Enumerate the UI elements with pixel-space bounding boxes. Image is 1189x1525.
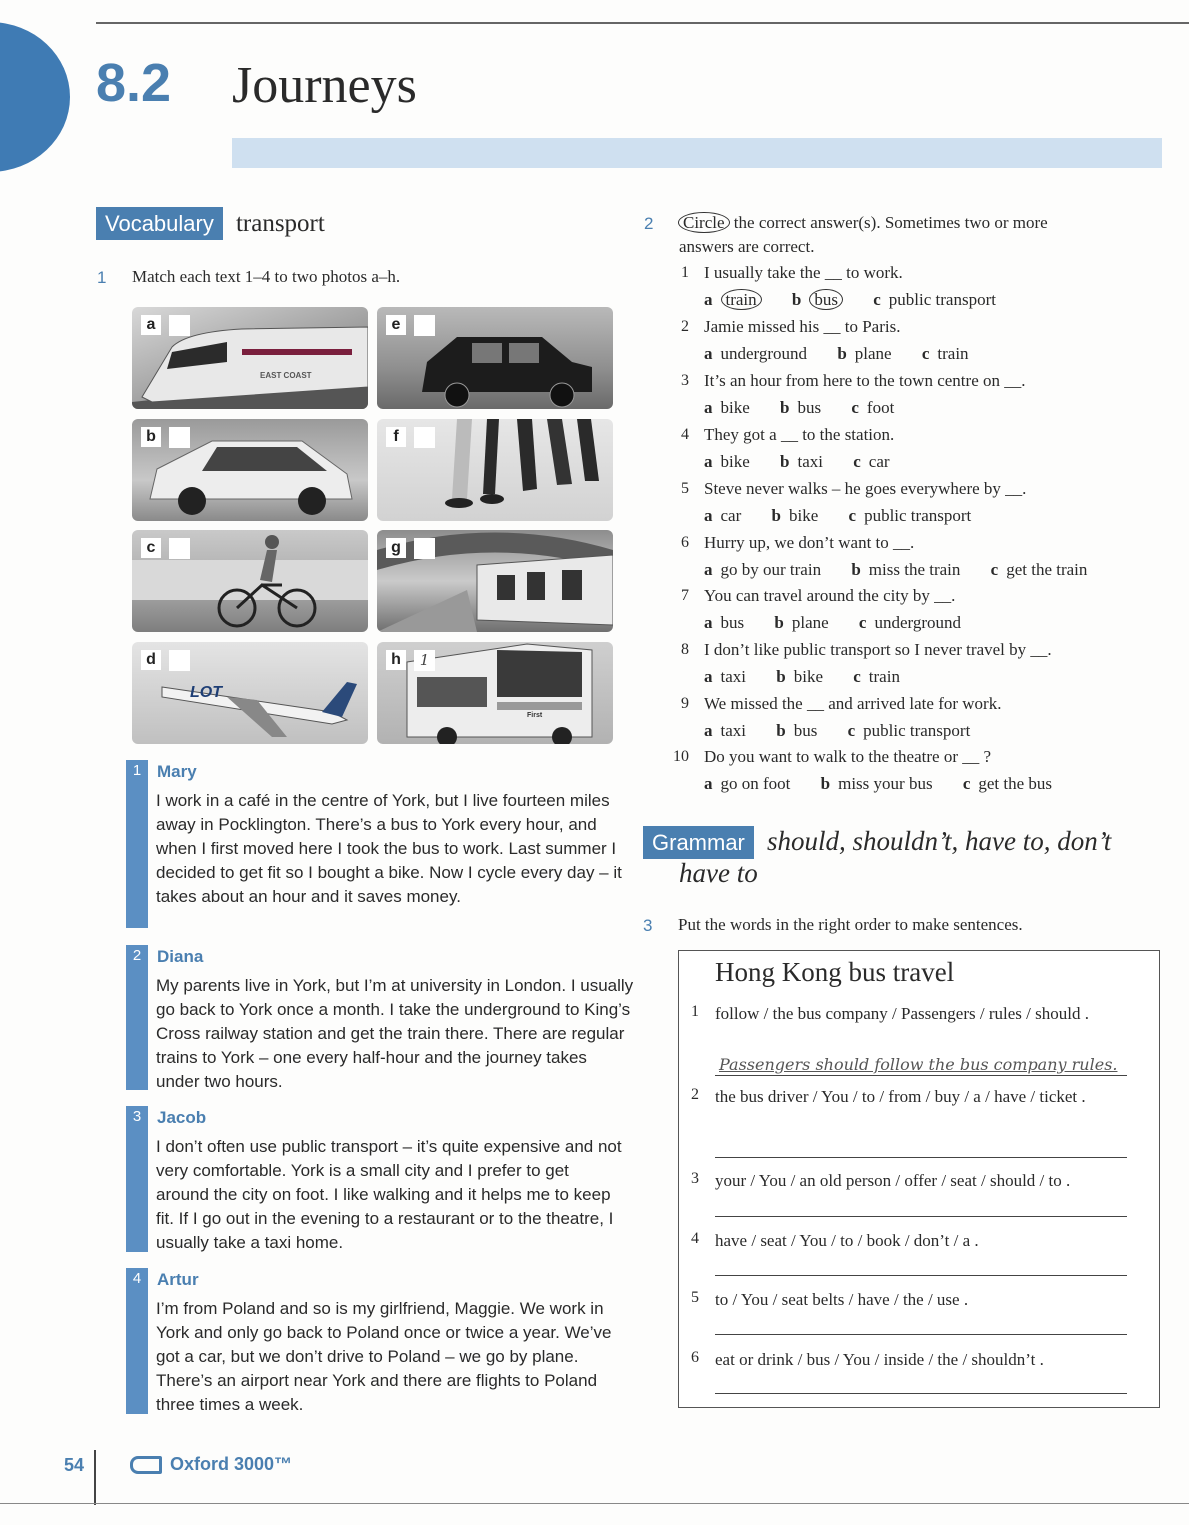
answer-line[interactable] <box>715 1157 1127 1158</box>
title-band <box>232 138 1162 168</box>
question-text: Steve never walks – he goes everywhere by __. <box>704 479 1027 498</box>
sentence-number: 3 <box>691 1170 699 1187</box>
photo-d-plane <box>132 642 368 744</box>
option-b[interactable]: bus <box>809 289 843 310</box>
exercise-2-instruction-line2: answers are correct. <box>679 237 815 256</box>
question-options: a go by our train b miss the train c get the train <box>704 560 1088 579</box>
photo-label: h <box>386 650 406 670</box>
option-b[interactable]: plane <box>854 344 892 363</box>
option-c[interactable]: car <box>868 452 890 471</box>
text-2-body: My parents live in York, but I’m at university in London. I usually go back to York once a month. I take the underground to King’s Cross railway station and get the train there. There are regular trains to York – one every half-hour and the journey takes under two hours. <box>156 976 634 1091</box>
question-number: 4 <box>681 426 689 443</box>
grammar-title-line2: have to <box>679 858 758 888</box>
photo-label: a <box>141 315 161 335</box>
bus-sign-text: First <box>527 712 543 719</box>
unit-title: Journeys <box>232 57 417 114</box>
option-a[interactable]: bike <box>720 398 750 417</box>
photo-label: e <box>386 315 406 335</box>
photo-b <box>132 419 368 521</box>
question-number: 9 <box>681 695 689 712</box>
vocabulary-tag: Vocabulary <box>96 207 223 240</box>
option-b[interactable]: plane <box>791 613 829 632</box>
option-b[interactable]: bus <box>793 721 818 740</box>
option-a[interactable]: go on foot <box>720 774 791 793</box>
question-number: 8 <box>681 641 689 658</box>
option-b[interactable]: miss the train <box>868 560 961 579</box>
photo-answer-box[interactable] <box>169 650 190 671</box>
text-4-number: 4 <box>132 1270 142 1287</box>
question-number: 5 <box>681 480 689 497</box>
answer-line <box>715 1075 1127 1076</box>
instruction-rest: the correct answer(s). Sometimes two or more <box>729 213 1048 232</box>
question-number: 1 <box>681 264 689 281</box>
option-a[interactable]: car <box>720 506 742 525</box>
sentence-number: 4 <box>691 1230 699 1247</box>
question-text: I don’t like public transport so I never travel by __. <box>704 640 1052 659</box>
question-text: Jamie missed his __ to Paris. <box>704 317 901 336</box>
exercise-2-instruction <box>678 213 1048 233</box>
photo-e <box>377 307 613 409</box>
question-number: 10 <box>673 748 689 765</box>
sentence-number: 6 <box>691 1349 699 1366</box>
photo-g <box>377 530 613 632</box>
option-a[interactable]: taxi <box>720 667 746 686</box>
photo-g-underground <box>377 530 613 632</box>
photo-h <box>377 642 613 744</box>
photo-answer-box[interactable] <box>414 538 435 559</box>
photo-answer-box[interactable]: 1 <box>414 650 435 671</box>
exercise-1-number: 1 <box>97 268 107 287</box>
photo-f <box>377 419 613 521</box>
question-options: a train b bus c public transport <box>704 290 996 309</box>
question-text: Hurry up, we don’t want to __. <box>704 533 915 552</box>
plane-livery-text: LOT <box>190 684 222 701</box>
question-options: a bike b taxi c car <box>704 452 890 471</box>
question-options: a bike b bus c foot <box>704 398 895 417</box>
text-4-name: Artur <box>157 1270 199 1289</box>
option-b[interactable]: bike <box>793 667 823 686</box>
footer-divider <box>94 1450 96 1505</box>
photo-label: g <box>386 538 406 558</box>
question-text: I usually take the __ to work. <box>704 263 903 282</box>
option-c[interactable]: public transport <box>864 506 972 525</box>
sentence-number: 1 <box>691 1003 699 1020</box>
photo-label: d <box>141 650 161 670</box>
question-text: They got a __ to the station. <box>704 425 895 444</box>
photo-b-car <box>132 419 368 521</box>
sentence-words: have / seat / You / to / book / don’t / a . <box>715 1231 979 1250</box>
top-rule <box>96 22 1189 24</box>
photo-c-cyclist <box>132 530 368 632</box>
question-text: You can travel around the city by __. <box>704 586 956 605</box>
text-1-number: 1 <box>132 762 142 779</box>
vocabulary-heading <box>96 210 325 238</box>
sentence-number: 2 <box>691 1086 699 1103</box>
page-number: 54 <box>64 1455 85 1475</box>
option-a[interactable]: taxi <box>720 721 746 740</box>
sentence-words: follow / the bus company / Passengers / rules / should . <box>715 1004 1089 1023</box>
text-2-name: Diana <box>157 947 204 966</box>
option-c[interactable]: get the train <box>1006 560 1088 579</box>
grammar-title-line1: should, shouldn’t, have to, don’t <box>766 826 1112 856</box>
text-4-bar <box>126 1268 148 1414</box>
vocabulary-subtitle: transport <box>235 210 325 237</box>
photo-answer-box[interactable] <box>169 315 190 336</box>
text-3-number: 3 <box>132 1108 142 1125</box>
answer-line[interactable] <box>715 1334 1127 1335</box>
question-text: Do you want to walk to the theatre or __ ? <box>704 747 992 766</box>
answer-line[interactable] <box>715 1275 1127 1276</box>
photo-d <box>132 642 368 744</box>
question-options: a go on foot b miss your bus c get the bus <box>704 774 1053 793</box>
photo-c <box>132 530 368 632</box>
photo-h-bus <box>377 642 613 744</box>
text-3-name: Jacob <box>157 1108 207 1127</box>
option-a[interactable]: bus <box>720 613 745 632</box>
sentence-words: the bus driver / You / to / from / buy / a / have / ticket . <box>715 1087 1086 1106</box>
option-b[interactable]: bike <box>788 506 819 525</box>
option-b[interactable]: bus <box>797 398 822 417</box>
key-icon <box>130 1456 162 1474</box>
question-text: It’s an hour from here to the town centre on __. <box>704 371 1026 390</box>
photo-answer-box[interactable] <box>414 315 435 336</box>
brand-text: Oxford 3000™ <box>170 1454 293 1474</box>
text-4-body: I’m from Poland and so is my girlfriend, Maggie. We work in York and only go back to Poland once or twice a year. We’ve got a car, but we don’t drive to Poland – we go by plane. There’s an airport near York and there are flights to Poland three times a week. <box>156 1299 612 1414</box>
photo-answer-box[interactable] <box>414 427 435 448</box>
question-number: 3 <box>681 372 689 389</box>
box-title: Hong Kong bus travel <box>715 957 955 987</box>
question-number: 6 <box>681 534 689 551</box>
question-number: 2 <box>681 318 689 335</box>
photo-a <box>132 307 368 409</box>
grammar-heading <box>643 826 1111 857</box>
text-2-number: 2 <box>132 947 142 964</box>
exercise-2-number: 2 <box>644 214 654 233</box>
oxford-3000-logo <box>130 1454 292 1475</box>
option-b[interactable]: miss your bus <box>838 774 933 793</box>
option-c[interactable]: foot <box>866 398 895 417</box>
hong-kong-box <box>678 950 1160 1408</box>
photo-answer-box[interactable] <box>169 427 190 448</box>
question-options: a bus b plane c underground <box>704 613 962 632</box>
text-1-body: I work in a café in the centre of York, but I live fourteen miles away in Pocklington. There’s a bus to York every hour, and when I first moved here I took the bus to work. Last summer I decided to get fit so I bought a bike. Now I cycle every day – it takes about an hour and it saves money. <box>156 791 622 906</box>
question-number: 7 <box>681 587 689 604</box>
photo-label: c <box>141 538 161 558</box>
sentence-words: eat or drink / bus / You / inside / the / shouldn’t . <box>715 1350 1044 1369</box>
answer-line[interactable] <box>715 1216 1127 1217</box>
sentence-answer[interactable]: Passengers should follow the bus company rules. <box>719 1055 1118 1074</box>
option-a[interactable]: underground <box>720 344 808 363</box>
option-a[interactable]: go by our train <box>720 560 822 579</box>
question-text: We missed the __ and arrived late for work. <box>704 694 1002 713</box>
text-3-body: I don’t often use public transport – it’s quite expensive and not very comfortable. York is a small city and I prefer to get around the city on foot. I like walking and it helps me to keep fit. If I go out in the evening to a restaurant or to the theatre, I usually take a taxi home. <box>156 1137 622 1252</box>
option-b[interactable]: taxi <box>797 452 823 471</box>
circle-word: Circle <box>678 212 730 233</box>
photo-f-walking <box>377 419 613 521</box>
photo-label: b <box>141 427 161 447</box>
option-a[interactable]: bike <box>720 452 750 471</box>
option-c[interactable]: public transport <box>863 721 971 740</box>
question-options: a car b bike c public transport <box>704 506 972 525</box>
question-options: a taxi b bus c public transport <box>704 721 971 740</box>
question-options: a underground b plane c train <box>704 344 969 363</box>
photo-label: f <box>386 427 406 447</box>
exercise-1-instruction: Match each text 1–4 to two photos a–h. <box>132 267 401 286</box>
corner-decoration <box>0 22 70 172</box>
photo-answer-box[interactable] <box>169 538 190 559</box>
photo-e-taxi <box>377 307 613 409</box>
text-1-name: Mary <box>157 762 197 781</box>
train-livery-text: EAST COAST <box>260 371 312 380</box>
answer-line[interactable] <box>715 1393 1127 1394</box>
exercise-3-number: 3 <box>643 916 653 935</box>
sentence-number: 5 <box>691 1289 699 1306</box>
option-c[interactable]: get the bus <box>978 774 1053 793</box>
text-3-bar <box>126 1106 148 1252</box>
option-c[interactable]: train <box>868 667 900 686</box>
option-c[interactable]: train <box>937 344 969 363</box>
option-c[interactable]: underground <box>874 613 962 632</box>
option-c[interactable]: public transport <box>888 290 996 309</box>
sentence-words: to / You / seat belts / have / the / use . <box>715 1290 969 1309</box>
sentence-words: your / You / an old person / offer / seat / should / to . <box>715 1171 1071 1190</box>
grammar-tag: Grammar <box>643 826 754 859</box>
text-1-bar <box>126 760 148 928</box>
unit-number: 8.2 <box>96 53 172 113</box>
bottom-rule <box>0 1503 1189 1504</box>
text-2-bar <box>126 945 148 1090</box>
photo-a-train <box>132 307 368 409</box>
question-options: a taxi b bike c train <box>704 667 900 686</box>
exercise-3-instruction: Put the words in the right order to make sentences. <box>678 915 1023 934</box>
option-a[interactable]: train <box>721 289 762 310</box>
